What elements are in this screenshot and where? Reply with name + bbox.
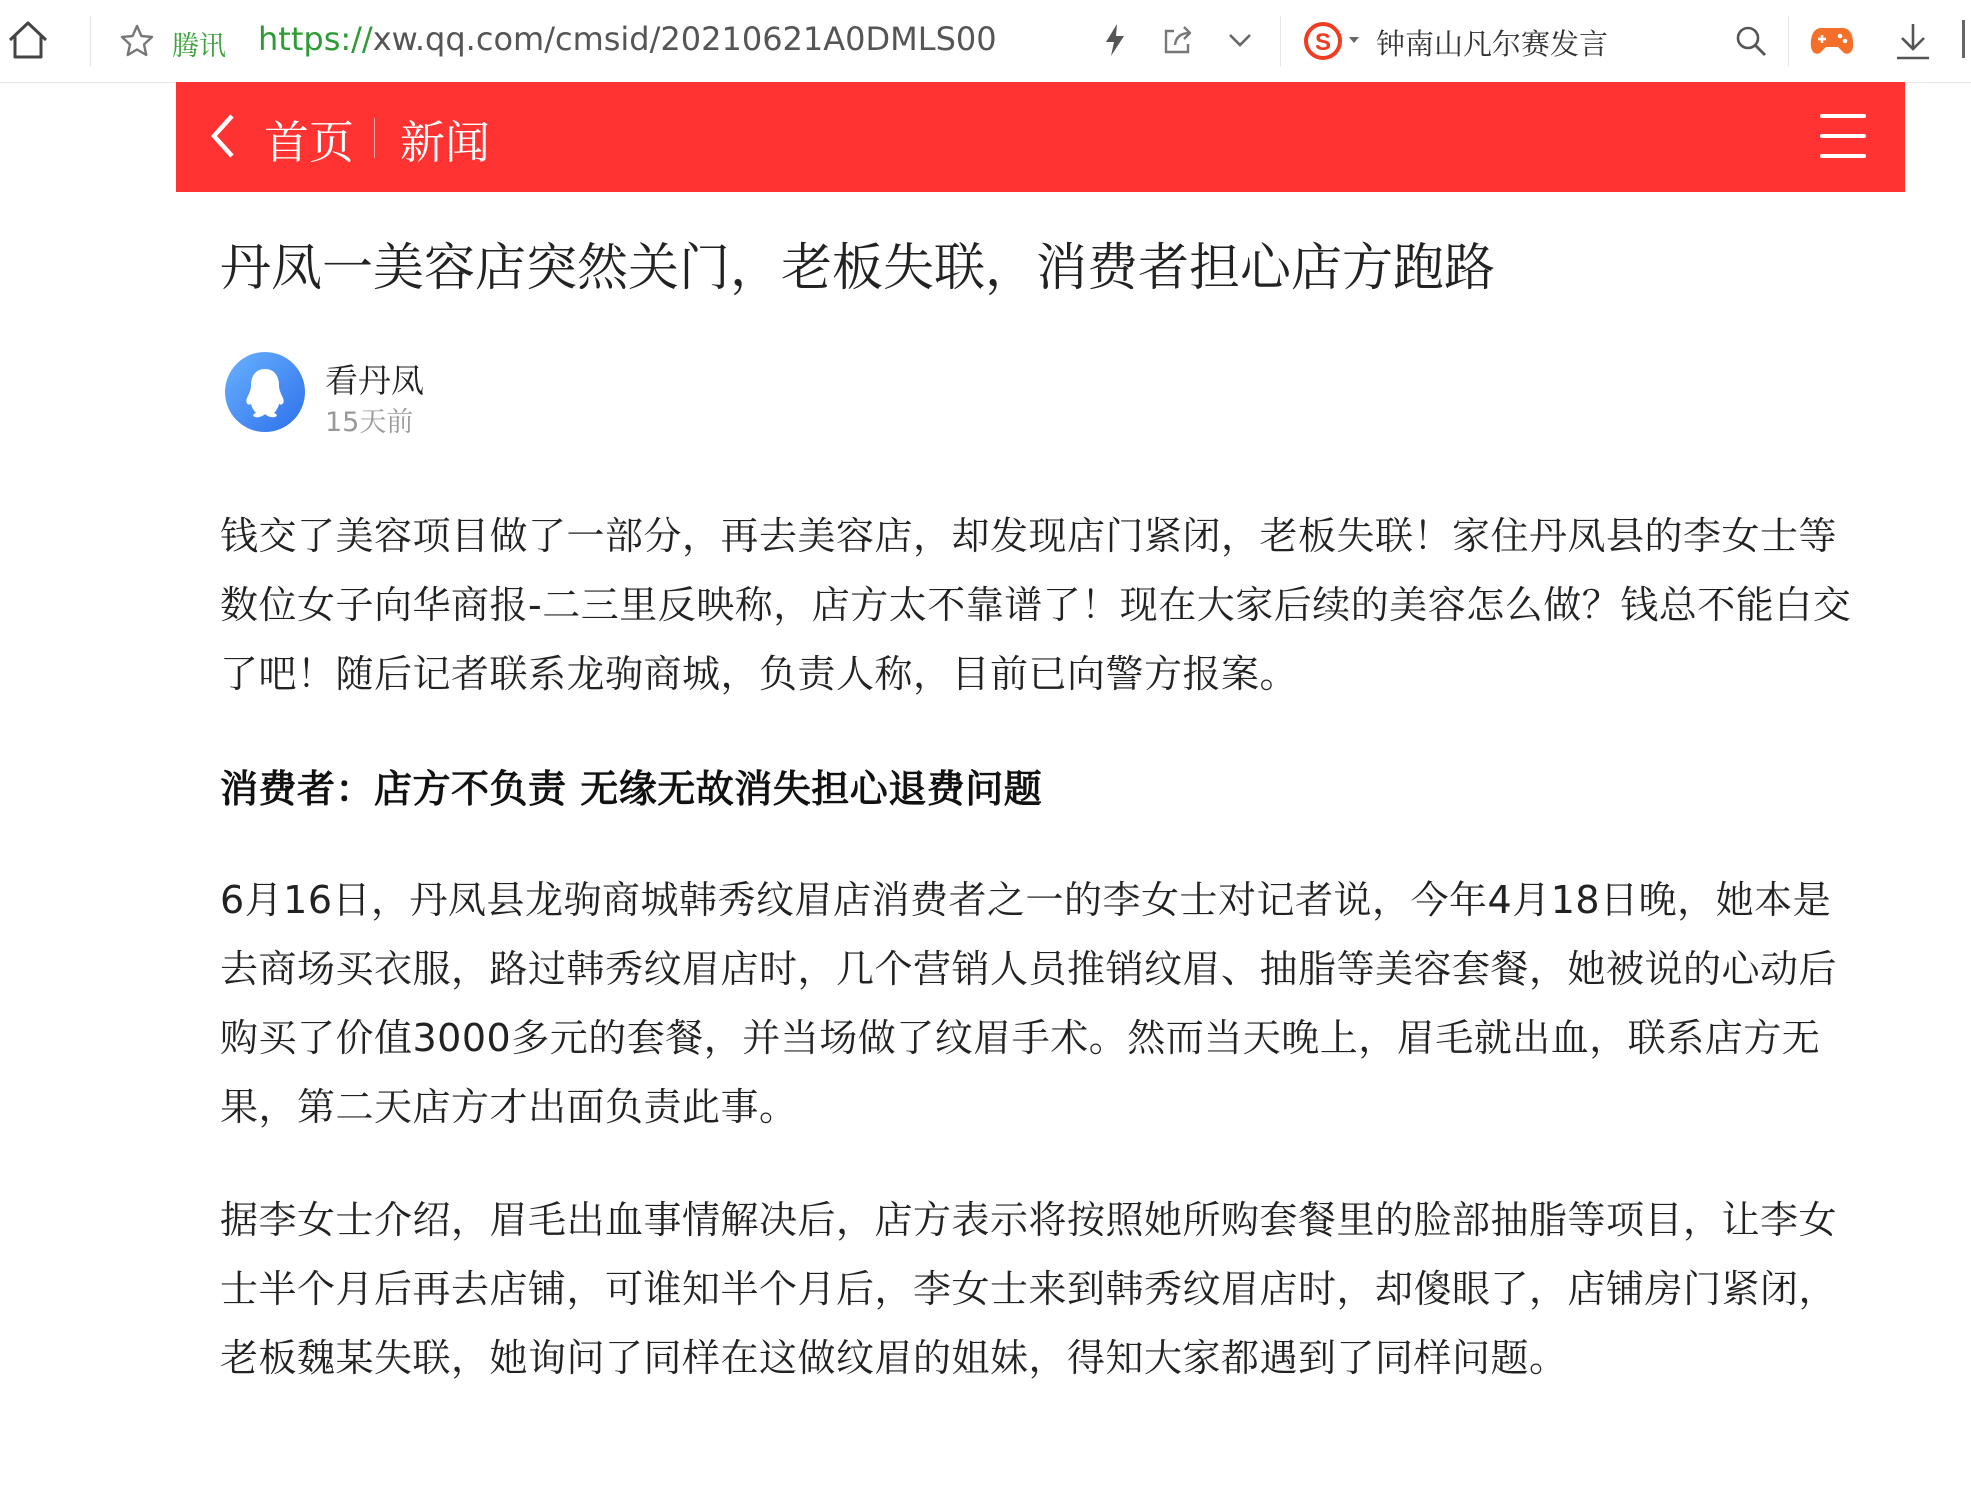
search-box-query[interactable]: 钟南山凡尔赛发言 — [1376, 27, 1609, 61]
browser-toolbar — [0, 0, 1971, 83]
svg-text:S: S — [1314, 29, 1332, 56]
site-header — [176, 82, 1905, 192]
download-icon[interactable] — [1890, 18, 1936, 64]
nav-home-link[interactable]: 首页 — [264, 116, 355, 169]
back-chevron-icon[interactable] — [206, 112, 240, 160]
article-title: 丹凤一美容店突然关门，老板失联，消费者担心店方跑路 — [220, 239, 1496, 298]
gamepad-icon[interactable] — [1808, 20, 1856, 62]
toolbar-divider — [1280, 16, 1281, 66]
home-icon[interactable] — [4, 16, 52, 64]
nav-news-section[interactable]: 新闻 — [400, 116, 491, 169]
nav-divider — [374, 118, 375, 158]
author-avatar[interactable] — [225, 352, 305, 432]
url-path: xw.qq.com/cmsid/20210621A0DMLS00 — [372, 20, 997, 58]
article-paragraph: 据李女士介绍，眉毛出血事情解决后，店方表示将按照她所购套餐里的脸部抽脂等项目，让李女士半个月后再去店铺，可谁知半个月后，李女士来到韩秀纹眉店时，却傻眼了，店铺房门紧闭，老板魏某失联，她询问了同样在这做纹眉的姐妹，得知大家都遇到了同样问题。 — [220, 1198, 1838, 1380]
share-icon[interactable] — [1158, 20, 1198, 60]
author-name[interactable]: 看丹凤 — [325, 361, 424, 400]
sogou-search-engine-icon[interactable] — [1302, 18, 1370, 64]
hamburger-menu-icon[interactable] — [1820, 110, 1866, 162]
lightning-icon[interactable] — [1095, 20, 1135, 60]
address-bar[interactable] — [258, 20, 997, 58]
article-subheading: 消费者：店方不负责 无缘无故消失担心退费问题 — [220, 767, 1043, 811]
chevron-down-icon[interactable] — [1222, 22, 1258, 58]
post-time: 15天前 — [325, 407, 414, 438]
url-scheme: https:// — [258, 20, 373, 58]
article-paragraph: 钱交了美容项目做了一部分，再去美容店，却发现店门紧闭，老板失联！家住丹凤县的李女士等数位女子向华商报-二三里反映称，店方太不靠谱了！现在大家后续的美容怎么做？钱总不能白交了吧！随后记者联系龙驹商城，负责人称，目前已向警方报案。 — [220, 514, 1852, 696]
search-icon[interactable] — [1730, 20, 1772, 62]
star-icon[interactable] — [116, 20, 158, 62]
window-edge — [1962, 20, 1971, 58]
site-identity-label: 腾讯 — [172, 31, 226, 62]
article-paragraph: 6月16日，丹凤县龙驹商城韩秀纹眉店消费者之一的李女士对记者说，今年4月18日晚，她本是去商场买衣服，路过韩秀纹眉店时，几个营销人员推销纹眉、抽脂等美容套餐，她被说的心动后购买了价值3000多元的套餐，并当场做了纹眉手术。然而当天晚上，眉毛就出血，联系店方无果，第二天店方才出面负责此事。 — [220, 878, 1838, 1129]
toolbar-divider — [90, 16, 91, 66]
toolbar-divider — [1788, 16, 1789, 66]
